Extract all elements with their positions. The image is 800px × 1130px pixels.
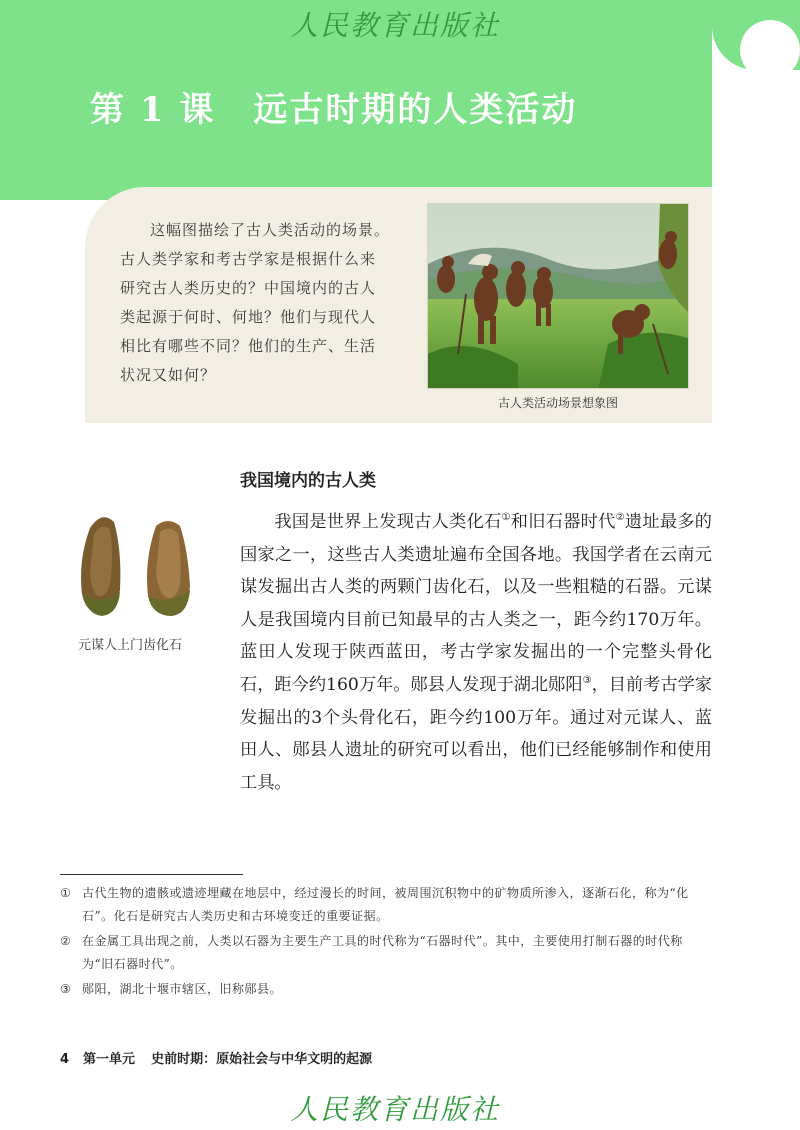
intro-line: 相比有哪些不同？他们的生产、生活: [120, 337, 377, 355]
unit-label: 第一单元: [83, 1052, 136, 1067]
footnote: [60, 882, 712, 928]
footnote-ref: ②: [615, 512, 625, 523]
footnote-text: 在金属工具出现之前，人类以石器为主要生产工具的时代称为“石器时代”。其中，主要使用打制石器的时代称为“旧石器时代”。: [82, 934, 683, 971]
body-text: 遗址最多的国家之一，这些古人类遗址遍布全国各地。我国学者在云南元谋发掘出古人类的两颗门齿化石，以及一些粗糙的石器。元谋人是我国境内目前已知最早的古人类之一，距今约170万年。蓝田人发现于陕西蓝田，考古学家发掘出的一个完整头骨化石，距今约160万年。郧县人发现于湖北郧阳: [240, 512, 712, 695]
image-caption: 古人类活动场景想象图: [497, 396, 618, 410]
footnote: [60, 930, 712, 976]
footnote-mark: ①: [60, 886, 72, 900]
intro-text: [120, 216, 415, 390]
publisher-logo-bottom: 人民教育出版社: [290, 1093, 501, 1126]
lesson-number: 第 1 课: [90, 90, 216, 130]
footnote-mark: ③: [60, 982, 72, 996]
footnote-ref: ③: [582, 674, 592, 686]
footnote-mark: ②: [60, 934, 72, 948]
body-text: 我国是世界上发现古人类化石: [274, 512, 502, 532]
intro-line: 这幅图描绘了古人类活动的场景。: [150, 221, 391, 239]
page-number: 4: [60, 1052, 70, 1067]
intro-line: 类起源于何时、何地？他们与现代人: [120, 308, 377, 326]
footnote-divider: [60, 874, 243, 875]
figure-caption: 元谋人上门齿化石: [78, 638, 183, 653]
footnotes: [60, 882, 712, 1003]
publisher-logo-top: 人民教育出版社: [290, 9, 501, 42]
header-corner-circle: [740, 20, 800, 80]
footnote-ref: ①: [501, 512, 511, 523]
lesson-title: [90, 82, 577, 132]
footnote: [60, 978, 712, 1001]
body-text: ，目前考古学家发掘出的3个头骨化石，距今约100万年。通过对元谋人、蓝田人、郧县人遗址的研究可以看出，他们已经能够制作和使用工具。: [240, 674, 712, 793]
footnote-text: 古代生物的遗骸或遗迹埋藏在地层中，经过漫长的时间，被周围沉积物中的矿物质所渗入，逐渐石化，称为“化石”。化石是研究古人类历史和古环境变迁的重要证据。: [82, 886, 689, 923]
section-title: 我国境内的古人类: [240, 471, 376, 491]
tooth-fossil-photo: [76, 510, 206, 622]
page-footer: [60, 1048, 372, 1067]
intro-line: 状况又如何？: [120, 366, 217, 384]
ancient-humans-painting: [427, 203, 689, 389]
unit-title: 史前时期：原始社会与中华文明的起源: [151, 1052, 373, 1067]
lesson-title-text: 远古时期的人类活动: [253, 90, 578, 130]
intro-line: 古人类学家和考古学家是根据什么来: [120, 250, 377, 268]
body-text: 和旧石器时代: [510, 512, 616, 532]
body-paragraph: [240, 506, 712, 799]
footnote-text: 郧阳，湖北十堰市辖区，旧称郧县。: [82, 982, 283, 996]
intro-line: 研究古人类历史的？中国境内的古人: [120, 279, 377, 297]
